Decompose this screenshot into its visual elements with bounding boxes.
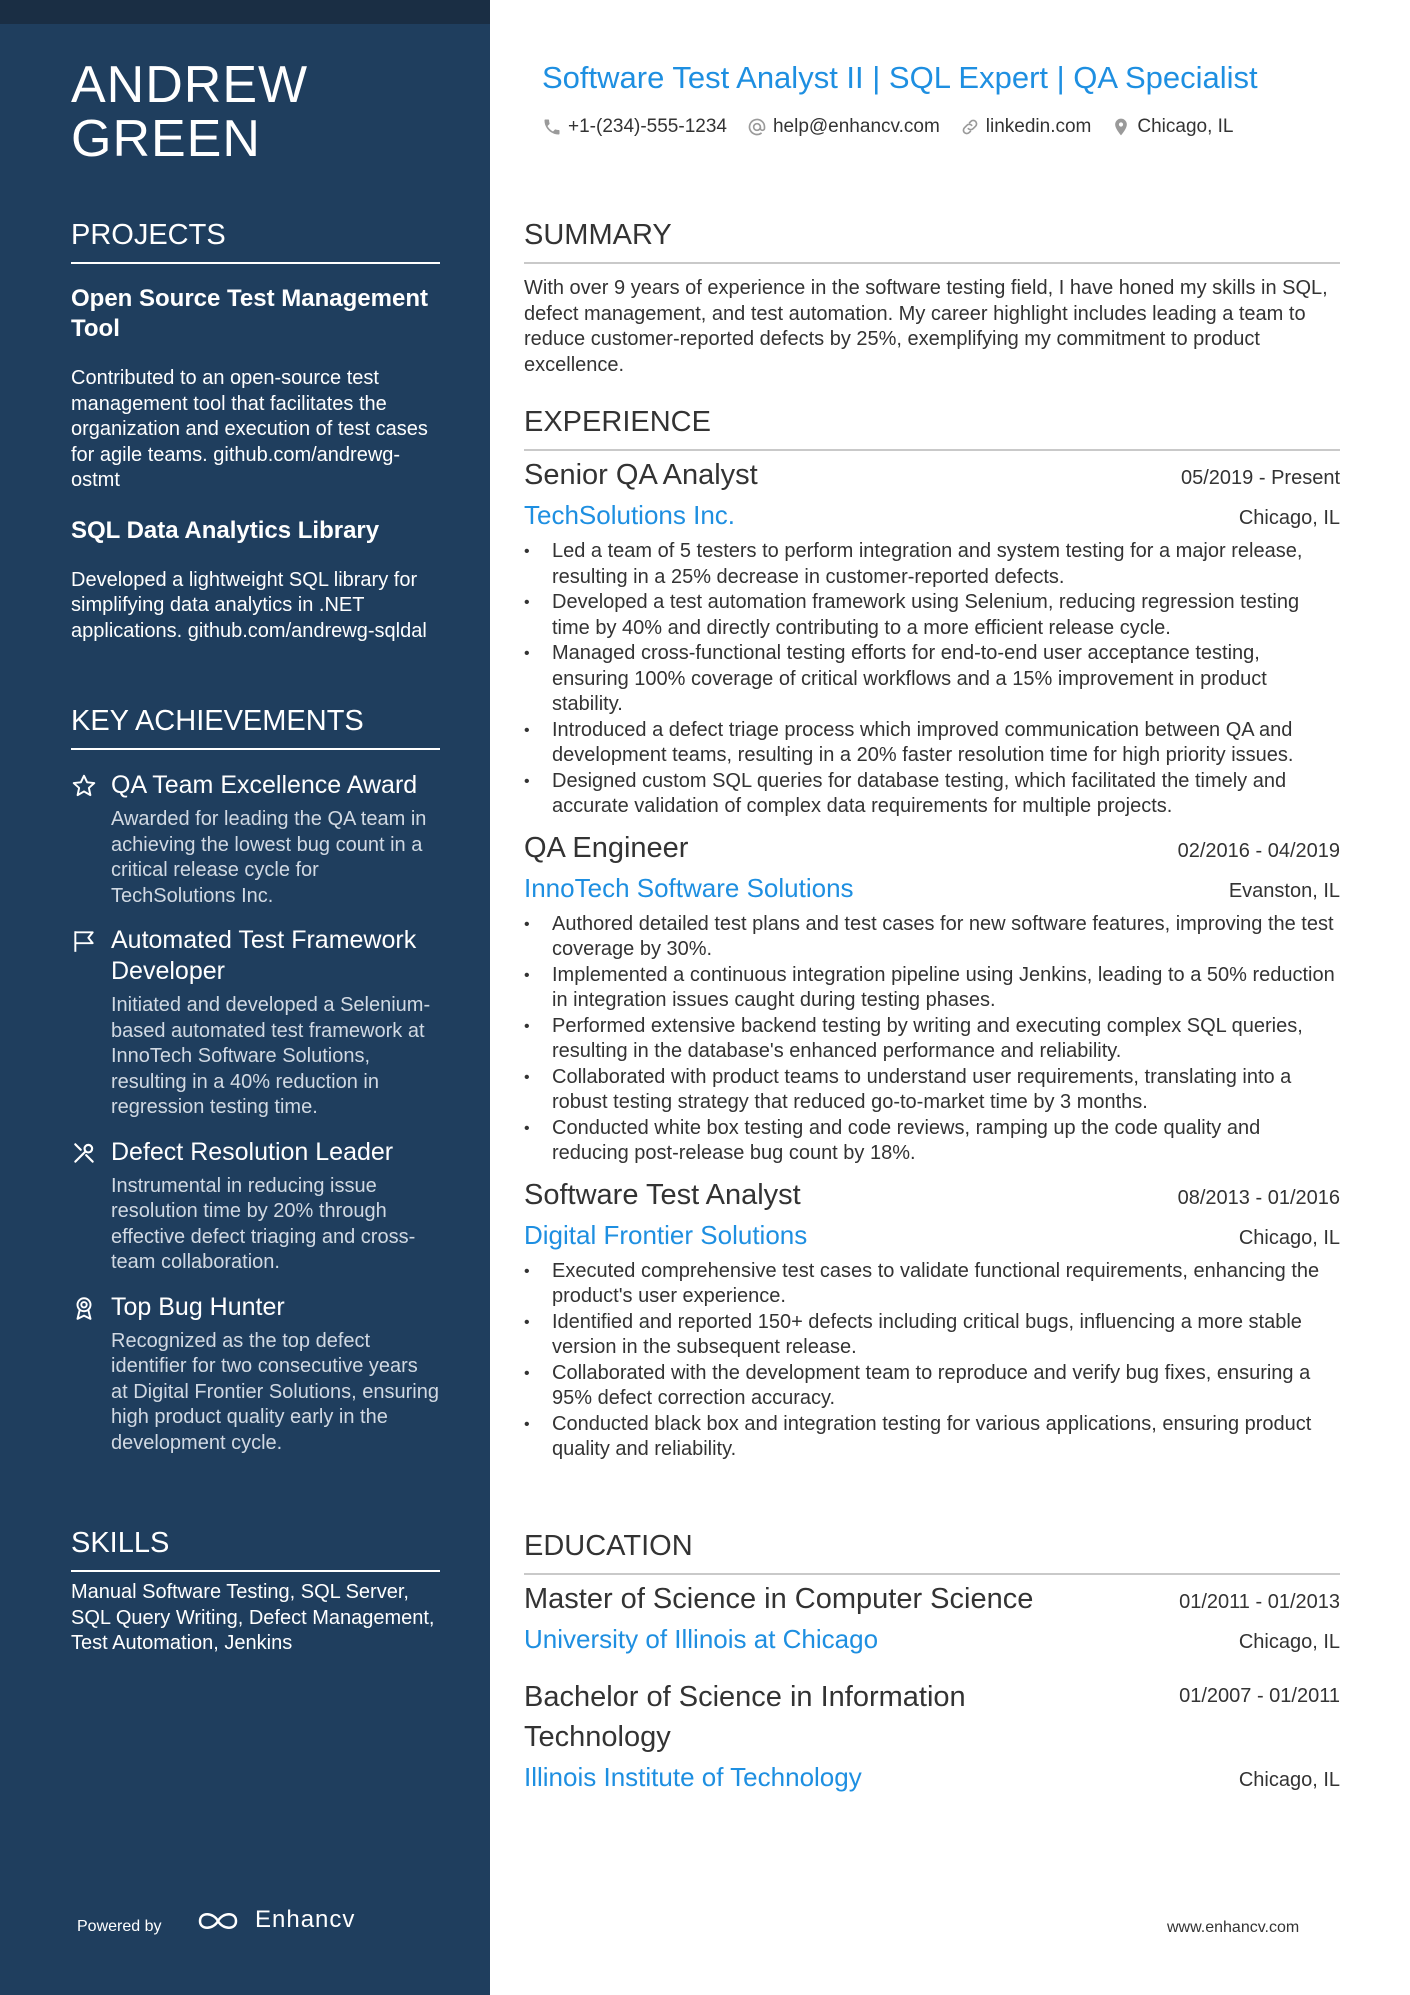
job-location: Chicago, IL bbox=[1238, 507, 1340, 529]
sidebar-top-band bbox=[0, 0, 490, 24]
website-link[interactable]: www.enhancv.com bbox=[1167, 1919, 1300, 1936]
job-bullets bbox=[524, 539, 1340, 820]
list-item: • Designed custom SQL queries for database testing, which facilitated the timely and accurate validation of complex data requirements for multiple projects. bbox=[524, 769, 1340, 820]
degree-title: Bachelor of Science in Information Technology bbox=[524, 1681, 966, 1753]
achievements-heading: KEY ACHIEVEMENTS bbox=[71, 704, 440, 750]
job-title: Software Test Analyst bbox=[524, 1178, 801, 1211]
job-bullets bbox=[524, 912, 1340, 1167]
education-entry bbox=[524, 1579, 1340, 1659]
job-entry bbox=[524, 828, 1340, 1167]
experience-heading: EXPERIENCE bbox=[524, 405, 1340, 451]
list-item: • Authored detailed test plans and test cases for new software features, improving the test coverage by 30%. bbox=[524, 912, 1340, 963]
achievement-item bbox=[71, 925, 440, 1121]
candidate-name: ANDREW GREEN bbox=[71, 56, 309, 168]
list-item: • Conducted white box testing and code reviews, ramping up the code quality and reducing post-release bug count by 18%. bbox=[524, 1116, 1340, 1167]
contact-bar bbox=[542, 112, 1254, 142]
job-entry bbox=[524, 1175, 1340, 1463]
summary-heading: SUMMARY bbox=[524, 218, 1340, 264]
list-item: • Collaborated with the development team to reproduce and verify bug fixes, ensuring a 95% defect correction accuracy. bbox=[524, 1361, 1340, 1412]
company-name: InnoTech Software Solutions bbox=[524, 872, 854, 903]
list-item: • Identified and reported 150+ defects including critical bugs, influencing a more stable version in the subsequent release. bbox=[524, 1310, 1340, 1361]
location-pin-icon bbox=[1111, 117, 1131, 137]
job-location: Evanston, IL bbox=[1228, 879, 1340, 902]
job-dates: 05/2019 - Present bbox=[1181, 467, 1340, 489]
degree-title: Master of Science in Computer Science bbox=[524, 1583, 1034, 1615]
education-heading: EDUCATION bbox=[524, 1529, 1340, 1575]
contact-linkedin[interactable] bbox=[960, 116, 1092, 138]
achievements-section bbox=[71, 704, 440, 1472]
projects-heading: PROJECTS bbox=[71, 218, 440, 264]
list-item: • Implemented a continuous integration pipeline using Jenkins, leading to a 50% reduction in integration issues caught during testing phases. bbox=[524, 963, 1340, 1014]
enhancv-brand: Enhancv bbox=[255, 1906, 356, 1933]
location-text: Chicago, IL bbox=[1137, 116, 1234, 137]
company-name: TechSolutions Inc. bbox=[524, 500, 736, 530]
company-name: Digital Frontier Solutions bbox=[524, 1219, 808, 1250]
project-title: Open Source Test Management Tool bbox=[71, 285, 428, 342]
achievement-description: Instrumental in reducing issue resolution time by 20% through effective defect triaging and cross-team collaboration. bbox=[111, 1174, 416, 1273]
achievement-title: Top Bug Hunter bbox=[111, 1292, 285, 1321]
phone-icon bbox=[542, 117, 562, 137]
list-item: • Conducted black box and integration testing for various applications, ensuring product quality and reliability. bbox=[524, 1412, 1340, 1463]
list-item: • Developed a test automation framework using Selenium, reducing regression testing time by 40% and directly contributing to a more efficient release cycle. bbox=[524, 590, 1340, 641]
project-description: Developed a lightweight SQL library for simplifying data analytics in .NET applications. github.com/andrewg-sqldal bbox=[71, 568, 427, 642]
achievement-description: Recognized as the top defect identifier for two consecutive years at Digital Frontier Solutions, ensuring high product quality early in the development cycle. bbox=[111, 1329, 439, 1454]
enhancv-logo-icon bbox=[195, 1907, 241, 1935]
project-title: SQL Data Analytics Library bbox=[71, 516, 380, 544]
flag-icon bbox=[71, 928, 97, 954]
contact-location bbox=[1111, 116, 1233, 138]
summary-text: With over 9 years of experience in the software testing field, I have honed my skills in SQL, defect management, and test automation. My career highlight includes leading a team to reduce customer-reported defects by 25%, exemplifying my commitment to product excellence. bbox=[524, 277, 1328, 376]
list-item: • Managed cross-functional testing efforts for end-to-end user acceptance testing, ensuring 100% coverage of critical workflows and a 15% improvement in product stability. bbox=[524, 641, 1340, 718]
education-entry bbox=[524, 1677, 1340, 1797]
email-text: help@enhancv.com bbox=[772, 116, 940, 137]
job-entry bbox=[524, 455, 1340, 820]
job-title: Senior QA Analyst bbox=[524, 459, 758, 491]
achievement-item bbox=[71, 1292, 440, 1457]
main-column bbox=[490, 0, 1410, 1995]
star-icon bbox=[71, 773, 97, 799]
at-icon bbox=[747, 117, 767, 137]
medal-icon bbox=[71, 1295, 97, 1321]
headline: Software Test Analyst II | SQL Expert | QA Specialist bbox=[542, 60, 1258, 95]
job-dates: 08/2013 - 01/2016 bbox=[1177, 1186, 1340, 1209]
job-bullets bbox=[524, 1259, 1340, 1463]
tools-icon bbox=[71, 1140, 97, 1166]
education-location: Chicago, IL bbox=[1238, 1631, 1340, 1653]
sidebar bbox=[0, 0, 490, 1995]
achievement-title: Automated Test Framework Developer bbox=[111, 926, 417, 985]
phone-text: +1-(234)-555-1234 bbox=[568, 116, 727, 137]
experience-section bbox=[524, 405, 1340, 1471]
list-item: • Performed extensive backend testing by writing and executing complex SQL queries, resulting in the database's enhanced performance and reliability. bbox=[524, 1014, 1340, 1065]
education-location: Chicago, IL bbox=[1238, 1769, 1340, 1791]
achievement-description: Initiated and developed a Selenium-based automated test framework at InnoTech Software Solutions, resulting in a 40% reduction in regression testing time. bbox=[111, 994, 431, 1118]
contact-email[interactable] bbox=[747, 116, 940, 138]
contact-phone[interactable] bbox=[542, 116, 727, 138]
project-item bbox=[71, 516, 440, 645]
list-item: • Collaborated with product teams to understand user requirements, translating into a robust testing strategy that reduced go-to-market time by 3 months. bbox=[524, 1065, 1340, 1116]
education-dates: 01/2007 - 01/2011 bbox=[1179, 1685, 1340, 1707]
link-icon bbox=[960, 117, 980, 137]
skills-heading: SKILLS bbox=[71, 1526, 440, 1572]
achievement-item bbox=[71, 770, 440, 909]
job-title: QA Engineer bbox=[524, 831, 689, 864]
job-dates: 02/2016 - 04/2019 bbox=[1177, 839, 1340, 862]
project-item bbox=[71, 284, 440, 494]
school-name: University of Illinois at Chicago bbox=[524, 1624, 879, 1654]
skills-section bbox=[71, 1526, 440, 1657]
achievement-title: Defect Resolution Leader bbox=[111, 1137, 394, 1166]
list-item: • Introduced a defect triage process which improved communication between QA and development teams, resulting in a 20% faster resolution time for high priority issues. bbox=[524, 718, 1340, 769]
projects-section bbox=[71, 218, 440, 666]
achievement-description: Awarded for leading the QA team in achieving the lowest bug count in a critical release cycle for TechSolutions Inc. bbox=[111, 808, 427, 907]
summary-section bbox=[524, 218, 1340, 378]
list-item: • Led a team of 5 testers to perform integration and system testing for a major release, resulting in a 25% decrease in customer-reported defects. bbox=[524, 539, 1340, 590]
school-name: Illinois Institute of Technology bbox=[524, 1762, 862, 1792]
achievement-item bbox=[71, 1137, 440, 1276]
education-section bbox=[524, 1529, 1340, 1805]
education-dates: 01/2011 - 01/2013 bbox=[1179, 1591, 1340, 1613]
job-location: Chicago, IL bbox=[1238, 1226, 1340, 1249]
powered-by-label: Powered by bbox=[77, 1918, 162, 1935]
project-description: Contributed to an open-source test management tool that facilitates the organization and execution of test cases for agile teams. github.com/andrewg-ostmt bbox=[71, 367, 428, 491]
linkedin-text: linkedin.com bbox=[985, 116, 1092, 137]
achievement-title: QA Team Excellence Award bbox=[111, 771, 418, 799]
skills-list: Manual Software Testing, SQL Server, SQL Query Writing, Defect Management, Test Automation, Jenkins bbox=[71, 1581, 435, 1654]
list-item: • Executed comprehensive test cases to validate functional requirements, enhancing the product's user experience. bbox=[524, 1259, 1340, 1310]
